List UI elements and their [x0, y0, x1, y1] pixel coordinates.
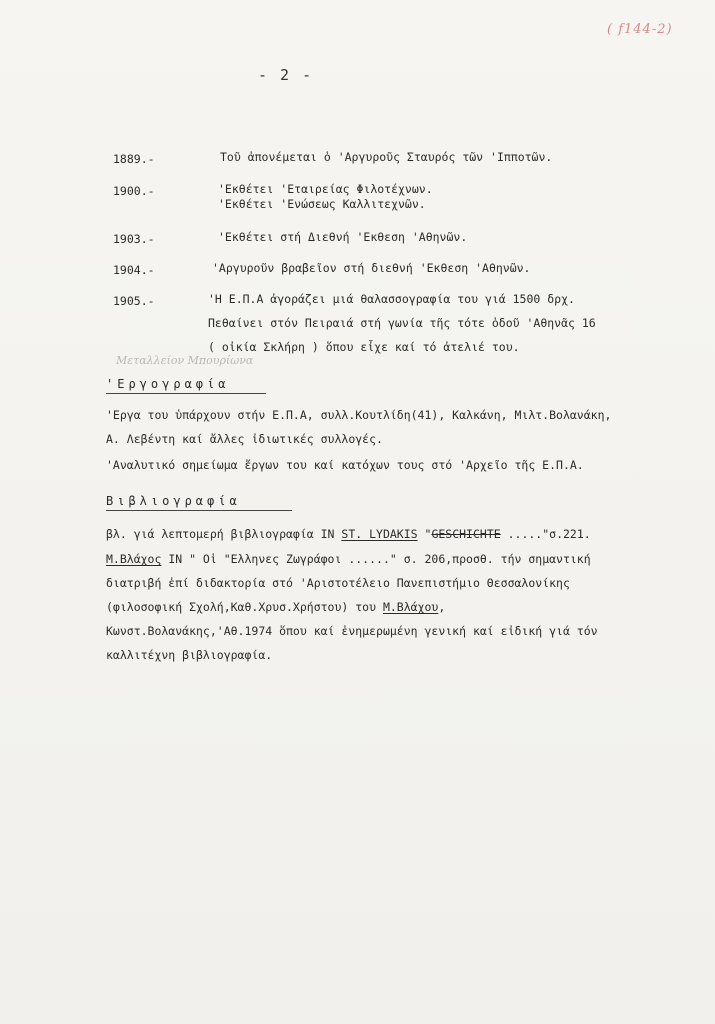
bib-author-lydakis: ST. LYDAKIS — [341, 527, 418, 541]
bib-line4-text: (φιλοσοφική Σχολή,Καθ.Χρυσ.Χρήστου) του — [106, 600, 383, 614]
works-line-3: 'Αναλυτικό σημείωμα ἔργων του καί κατόχων τους στό 'Αρχεῖο τῆς Ε.Π.Α. — [106, 458, 584, 472]
entry-1905-line-2: Πεθαίνει στόν Πειραιά στή γωνία τῆς τότε ὁδοῦ 'Αθηνᾶς 16 — [208, 316, 596, 330]
bib-author-vlachou: Μ.Βλάχου — [382, 600, 439, 614]
bibliography-line-6: καλλιτέχνη βιβλιογραφία. — [106, 648, 273, 662]
works-heading-underline — [106, 393, 266, 394]
entry-1905-line-3: ( οἰκία Σκλήρη ) ὅπου εἶχε καί τό ἀτελιέ του. — [208, 340, 520, 354]
bib-line4-comma: , — [438, 600, 446, 614]
bib-struck-title: GESCHICHTE — [431, 527, 501, 541]
year-1889: 1889.- — [113, 152, 155, 166]
handwritten-reference: ( f144-2) — [607, 22, 673, 37]
year-1900: 1900.- — [113, 184, 155, 198]
bibliography-line-2 — [106, 552, 591, 567]
entry-1905-line-1: 'Η Ε.Π.Α ἀγοράζει μιά θαλασσογραφία του γιά 1500 δρχ. — [208, 292, 575, 306]
bibliography-heading: Βιβλιογραφία — [106, 494, 241, 508]
entry-1900-line-2: 'Εκθέτει 'Ενώσεως Καλλιτεχνῶν. — [218, 197, 426, 211]
bibliography-line-1 — [106, 527, 591, 542]
entry-1900-line-1: 'Εκθέτει 'Εταιρείας Φιλοτέχνων. — [218, 182, 433, 196]
bib-quote-open: " — [417, 527, 432, 541]
bibliography-line-3: διατριβή ἐπί διδακτορία στό 'Αριστοτέλειο Πανεπιστήμιο Θεσσαλονίκης — [106, 576, 570, 590]
bibliography-heading-underline — [106, 510, 292, 511]
works-line-1: 'Εργα του ὑπάρχουν στήν Ε.Π.Α, συλλ.Κουτλίδη(41), Καλκάνη, Μιλτ.Βολανάκη, — [106, 408, 612, 422]
entry-1889-line: Τοῦ ἀπονέμεται ὁ 'Αργυροῦς Σταυρός τῶν 'Ιπποτῶν. — [220, 150, 553, 164]
year-1903: 1903.- — [113, 232, 155, 246]
entry-1904-line: 'Αργυροῦν βραβεῖον στή διεθνή 'Εκθεση 'Αθηνῶν. — [212, 261, 531, 275]
bibliography-line-5: Κωνστ.Βολανάκης,'Αθ.1974 ὅπου καί ἐνημερωμένη γενική καί εἰδική γιά τόν — [106, 624, 598, 638]
pencil-annotation: Μεταλλείον Μπουρίωνα — [116, 354, 254, 367]
works-heading: 'Εργογραφία — [106, 377, 230, 391]
bib-line1-text: βλ. γιά λεπτομερή βιβλιογραφία IN — [106, 527, 342, 541]
page-number: - 2 - — [258, 66, 314, 84]
works-line-2: Α. Λεβέντη καί ἄλλες ἰδιωτικές συλλογές. — [106, 432, 383, 446]
bib-line2-text: IN " Οἱ "Ελληνες Ζωγράφοι ......" σ. 206,προσθ. τήν σημαντική — [161, 552, 591, 566]
bib-line1-page: ....."σ.221. — [500, 527, 591, 541]
bib-author-vlachos: Μ.Βλάχος — [106, 552, 162, 566]
year-1905: 1905.- — [113, 294, 155, 308]
bibliography-line-4 — [106, 600, 445, 615]
year-1904: 1904.- — [113, 263, 155, 277]
entry-1903-line: 'Εκθέτει στή Διεθνή 'Εκθεση 'Αθηνῶν. — [218, 230, 468, 244]
